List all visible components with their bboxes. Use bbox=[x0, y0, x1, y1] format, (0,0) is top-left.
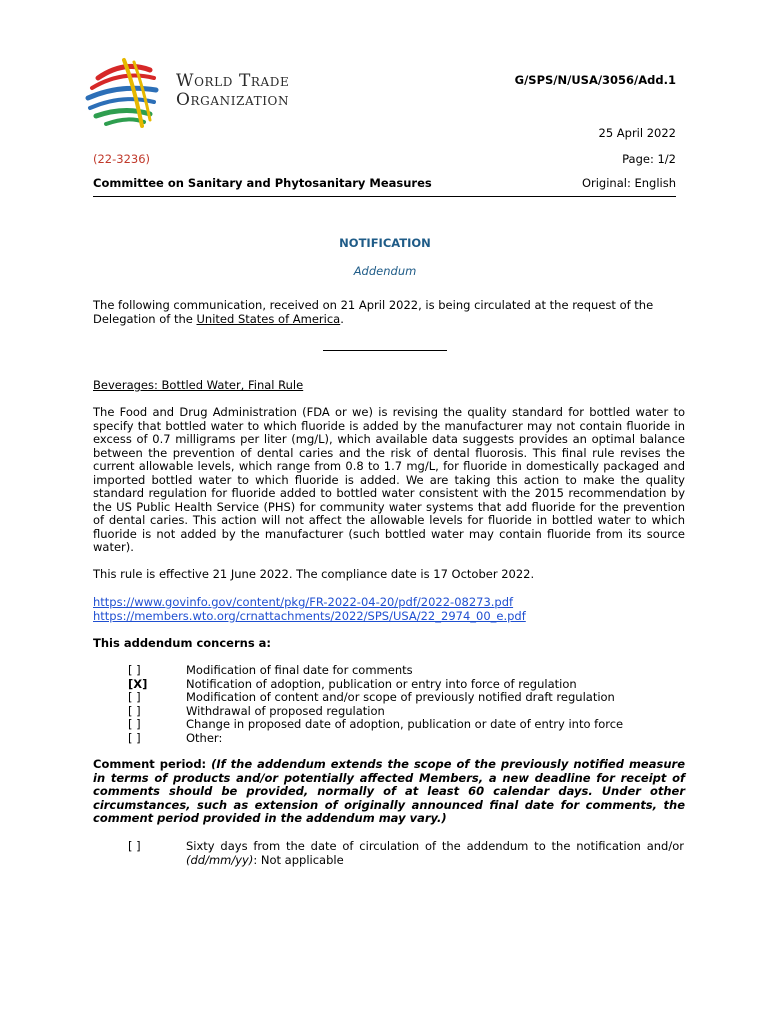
checkbox-marker-checked: [X] bbox=[128, 676, 148, 691]
comment-period-label: Comment period: bbox=[93, 757, 207, 771]
section-separator bbox=[323, 350, 447, 351]
member-name: United States of America bbox=[196, 311, 341, 326]
checkbox-marker: [ ] bbox=[128, 703, 141, 718]
comment-period-text: (If the addendum extends the scope of the previously notified measure in terms of products and/or potentially affected Members, a new deadline for receipt of comments should be provided, normally of at least 60 calendar days. Under other circumstances, such as extension of originally announced final date for comments, the comment period provided in the addendum may vary.) bbox=[93, 757, 685, 825]
intro-paragraph bbox=[93, 299, 685, 326]
checklist-item bbox=[128, 678, 623, 692]
measure-title: Beverages: Bottled Water, Final Rule bbox=[93, 378, 304, 392]
checklist-item bbox=[128, 732, 623, 746]
links-block bbox=[93, 596, 685, 623]
addendum-subheading: Addendum bbox=[353, 264, 417, 278]
sixty-days-line-1: Sixty days from the date of circulation of the addendum to the notification and/or bbox=[186, 839, 684, 853]
addendum-checklist bbox=[128, 664, 623, 745]
comment-period bbox=[93, 758, 685, 826]
intro-suffix: . bbox=[340, 311, 344, 326]
document-symbol: G/SPS/N/USA/3056/Add.1 bbox=[514, 73, 676, 87]
date-format: (dd/mm/yy) bbox=[186, 852, 254, 867]
checklist-label: Notification of adoption, publication or entry into force of regulation bbox=[186, 676, 577, 691]
logo-line-2: Organization bbox=[176, 90, 290, 110]
checklist-item bbox=[128, 664, 623, 678]
not-applicable: : Not applicable bbox=[253, 852, 344, 867]
checkbox-marker: [ ] bbox=[128, 690, 141, 704]
checklist-label: Modification of final date for comments bbox=[186, 663, 413, 677]
notification-heading: NOTIFICATION bbox=[339, 236, 431, 250]
checklist-item bbox=[128, 718, 623, 732]
page-number: Page: 1/2 bbox=[622, 152, 676, 166]
wto-logo-icon bbox=[84, 56, 164, 130]
intro-line-2 bbox=[93, 313, 685, 327]
wto-logo bbox=[84, 56, 334, 130]
sixty-days-text bbox=[186, 840, 684, 867]
effective-date-text: This rule is effective 21 June 2022. The compliance date is 17 October 2022. bbox=[93, 567, 535, 581]
logo-line-1: World Trade bbox=[176, 71, 290, 91]
checkbox-marker: [ ] bbox=[128, 839, 141, 853]
original-language: Original: English bbox=[581, 176, 676, 190]
checklist-label: Modification of content and/or scope of previously notified draft regulation bbox=[186, 690, 615, 704]
checkbox-marker: [ ] bbox=[128, 717, 141, 731]
checklist-item bbox=[128, 691, 623, 705]
checklist-item bbox=[128, 705, 623, 719]
document-number: (22-3236) bbox=[93, 152, 151, 166]
link-federal-register[interactable]: https://www.govinfo.gov/content/pkg/FR-2022-04-20/pdf/2022-08273.pdf bbox=[93, 595, 514, 609]
measure-description: The Food and Drug Administration (FDA or we) is revising the quality standard for bottled water to specify that bottled water to which fluoride is added by the manufacturer may not contain fluoride in excess of 0.7 milligrams per liter (mg/L), which available data suggests provides an optimal balance between the prevention of dental caries and the risk of dental fluorosis. This final rule revises the current allowable levels, which range from 0.8 to 1.7 mg/L, for fluoride in domestically packaged and imported bottled water to which fluoride is added. We are taking this action to make the quality standard regulation for fluoride added to bottled water consistent with the 2015 recommendation by the US Public Health Service (PHS) for community water systems that add fluoride for the prevention of dental caries. This action will not affect the allowable levels for fluoride in bottled water to which fluoride is not added by the manufacturer (such bottled water may contain fluoride from its source water). bbox=[93, 405, 685, 554]
checkbox-marker: [ ] bbox=[128, 730, 141, 745]
link-wto-attachment[interactable]: https://members.wto.org/crnattachments/2022/SPS/USA/22_2974_00_e.pdf bbox=[93, 608, 526, 623]
sixty-days-row bbox=[128, 840, 684, 867]
document-date: 25 April 2022 bbox=[598, 126, 676, 140]
wto-logo-text bbox=[176, 72, 289, 110]
checkbox-marker: [ ] bbox=[128, 663, 141, 677]
checklist-label: Other: bbox=[186, 730, 223, 745]
intro-prefix: Delegation of the bbox=[93, 311, 197, 326]
checklist-label: Change in proposed date of adoption, publication or date of entry into force bbox=[186, 717, 624, 731]
header-divider bbox=[93, 196, 676, 197]
concerns-label: This addendum concerns a: bbox=[93, 636, 272, 650]
checklist-label: Withdrawal of proposed regulation bbox=[186, 703, 385, 718]
intro-line-1: The following communication, received on 21 April 2022, is being circulated at the request of the bbox=[93, 298, 654, 312]
committee-name: Committee on Sanitary and Phytosanitary Measures bbox=[93, 176, 432, 190]
